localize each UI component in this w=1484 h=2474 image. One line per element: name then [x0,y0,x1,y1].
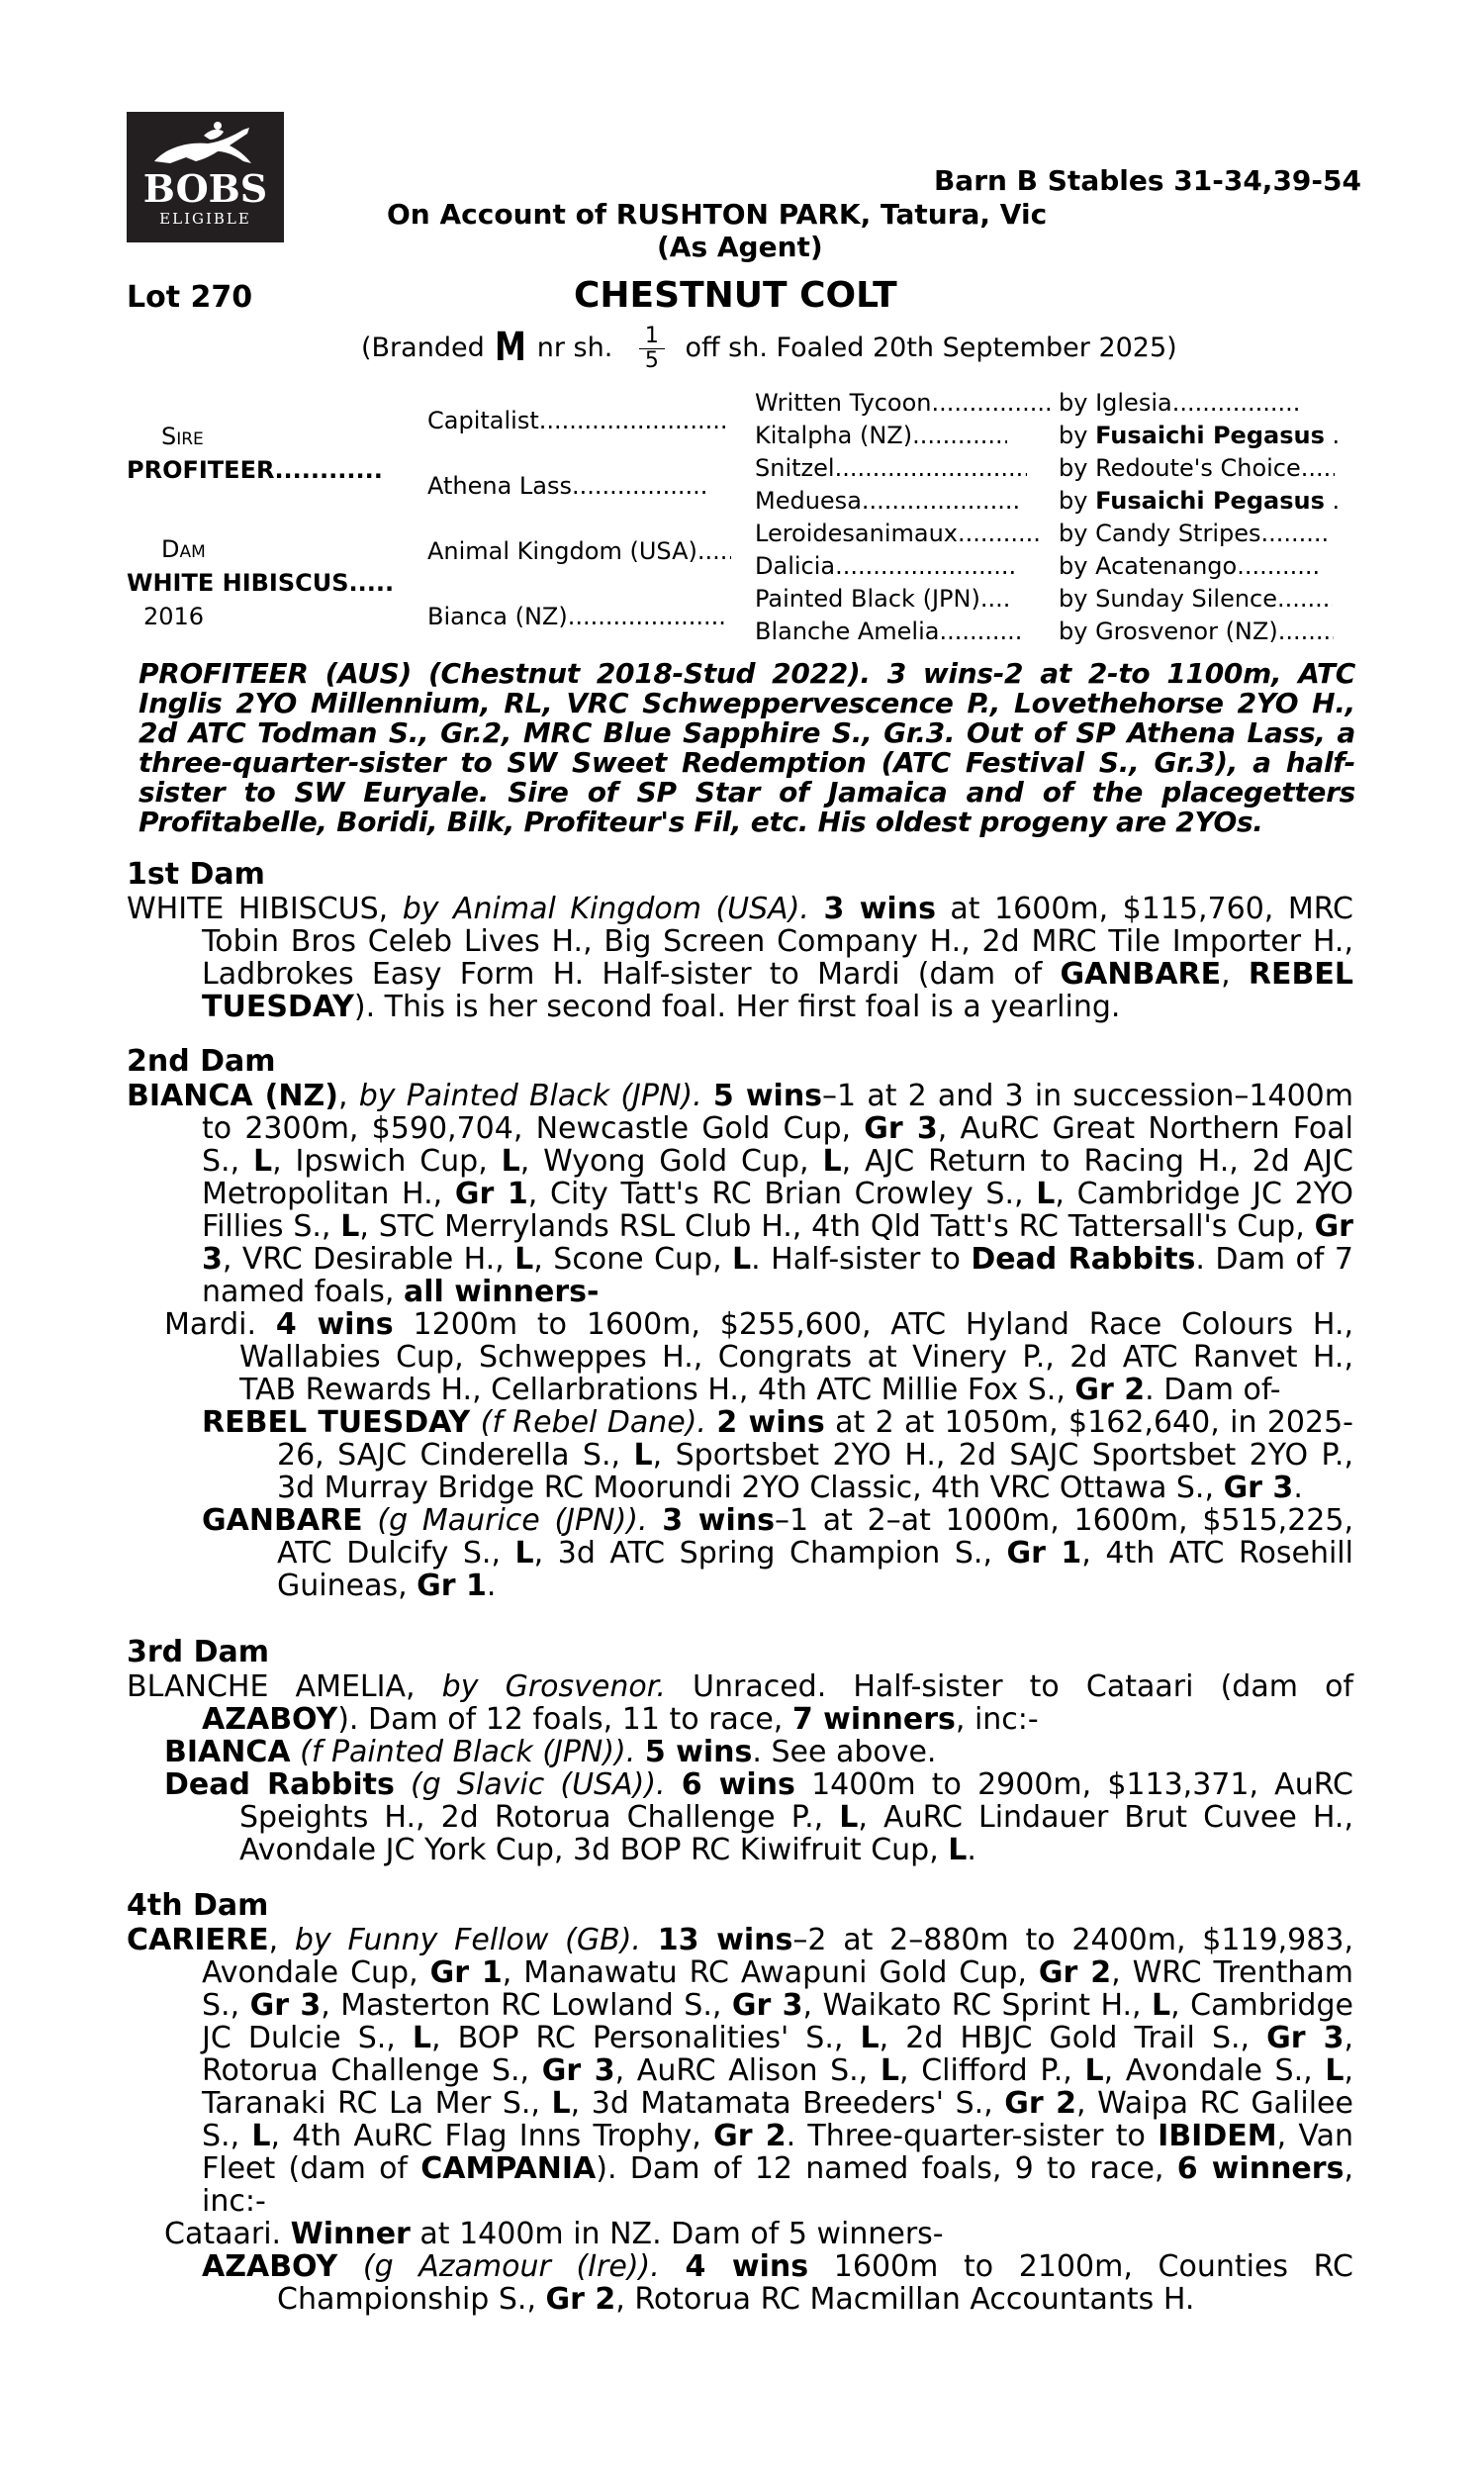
progeny-entry-mardi [127,1308,1353,1406]
dam-foaled-year: 2016 [143,603,205,630]
race-record: , VRC Desirable H., [222,1242,505,1277]
brand-mark: M [495,325,527,370]
leader-dots [539,406,727,435]
race-record: 1600m to 2100m, Counties RC Championship S., [277,2249,1353,2317]
g4-by: by [1059,422,1088,449]
race-record: , Masterton RC Lowland S., [321,1988,722,2023]
group-rating: Gr 3 [249,1988,322,2023]
race-record: , Waikato RC Sprint H., [802,1988,1142,2023]
pedigree-g2 [427,602,726,631]
leader-dots [1237,551,1320,581]
brand-nr-sh: nr sh. [536,333,613,363]
race-record: at 1400m in NZ. Dam of 5 winners- [419,2217,944,2251]
pedigree-g4 [1059,453,1335,483]
race-record: , Waipa RC Galilee S., [202,2086,1353,2153]
group-rating: Gr 3 [864,1111,938,1146]
race-record: , AuRC Alison S., [614,2053,869,2088]
g4-suffix: . [1332,422,1341,449]
progeny-name: Cataari. [164,2217,282,2251]
race-record: , Rotorua RC Macmillan Accountants H. [615,2282,1195,2317]
pedigree-g4 [1059,551,1320,581]
brand-fraction [639,325,665,373]
g4-name: Iglesia [1095,389,1172,417]
lot-number: Lot 270 [127,280,253,315]
separator: , [1221,957,1231,992]
g2-name: Bianca (NZ) [427,603,568,630]
listed-rating: L [340,1209,360,1244]
race-record: . Three-quarter-sister to [786,2119,1146,2153]
dam-name: WHITE HIBISCUS, [127,892,389,926]
pedigree-g3 [755,519,1039,548]
stakes-winner-name: IBIDEM [1158,2119,1277,2153]
g3-name: Kitalpha (NZ) [755,422,913,449]
winners-count: 7 winners [791,1702,956,1737]
progeny-entry-rebel-tuesday [127,1406,1353,1504]
pedigree-g3 [755,551,1015,581]
pedigree-g4 [1059,519,1327,548]
sire-summary: PROFITEER (AUS) (Chestnut 2018-Stud 2022). 3 wins-2 at 2-to 1100m, ATC Inglis 2YO Millennium, RL, VRC Schweppervescence P., Lovethehorse 2YO H., 2d ATC Todman S., Gr.2, MRC Blue Sapphire S., Gr.3. Out of SP Athena Lass, a three-quarter-sister to SW Sweet Redemption (ATC Festival S., Gr.3), a half-sister to SW Euryale. Sire of SP Star of Jamaica and of the placegetters Profitabelle, Boridi, Bilk, Profiteur's Fil, etc. His oldest progeny are 2YOs. [139,657,1355,838]
wins-count: 6 wins [681,1767,795,1802]
listed-rating: L [948,1833,968,1867]
pedigree-g4 [1059,584,1333,614]
leader-dots [932,388,1051,418]
wins-count: 5 wins [644,1735,753,1769]
leader-dots [862,486,1018,516]
race-record: , Wyong Gold Cup, [519,1144,809,1179]
progeny-name: GANBARE [202,1503,363,1538]
first-dam-heading: 1st Dam [127,857,265,892]
leader-dots [572,471,710,501]
stakes-winner-name: REBEL TUESDAY [202,957,1353,1024]
race-record: 1200m to 1600m, $255,600, ATC Hyland Race Colours H., Wallabies Cup, Schweppes H., Congrats at Vinery P., 2d ATC Ranvet H., TAB Rewards H., Cellarbrations H., 4th ATC Millie Fox S., [239,1307,1354,1407]
fraction-numerator: 1 [639,325,665,349]
race-record: , Ipswich Cup, [272,1144,488,1179]
listed-rating: L [551,2086,571,2121]
listed-rating: L [252,1144,273,1179]
vendor-agent: (As Agent) [657,231,823,263]
pedigree-g2 [427,406,727,435]
progeny-entry-ganbare [127,1504,1353,1602]
stakes-winner-name: GANBARE [1060,957,1222,992]
third-dam-section [127,1670,1353,1866]
logo-word-eligible: ELIGIBLE [159,210,251,228]
race-record: , Taranaki RC La Mer S., [202,2053,1353,2121]
race-record: , 4th AuRC Flag Inns Trophy, [270,2119,701,2153]
race-record: , Cambridge JC 2YO Fillies S., [202,1177,1354,1244]
leader-dots [1261,519,1327,548]
race-record: at 2 at 1050m, $162,640, in 2025-26, SAJC Cinderella S., [277,1405,1353,1473]
leader-dots [835,551,1015,581]
race-record: . Half-sister to [751,1242,961,1277]
brand-open: (Branded [361,333,485,363]
leader-dots [980,584,1012,614]
first-dam-section [127,893,1353,1023]
group-rating: Gr 1 [429,1955,503,1990]
g4-by: by [1059,454,1088,482]
listed-rating: L [839,1800,859,1835]
listed-rating: L [732,1242,752,1277]
fourth-dam-section [127,1924,1353,2316]
leader-dots [274,455,385,485]
race-record: at 1600m, $115,760, MRC Tobin Bros Celeb Lives H., Big Screen Company H., 2d MRC Tile Importer H., Ladbrokes Easy Form H. Half-sister to Mardi (dam of [202,892,1354,992]
horse-and-jockey-icon [127,112,284,171]
race-record: , Avondale S., [1103,2053,1313,2088]
dam-sire: by Painted Black (JPN). [358,1079,702,1113]
group-rating: Gr 1 [417,1569,487,1603]
listed-rating: L [514,1242,534,1277]
second-dam-entry [127,1080,1353,1308]
g4-name: Candy Stripes [1095,520,1261,547]
pedigree-g4 [1059,388,1299,418]
third-dam-heading: 3rd Dam [127,1635,269,1669]
g2-name: Animal Kingdom (USA) [427,537,697,565]
race-record: , AuRC Lindauer Brut Cuvee H., Avondale JC York Cup, 3d BOP RC Kiwifruit Cup, [239,1800,1353,1867]
wins-count: Winner [290,2217,411,2251]
listed-rating: L [633,1438,653,1473]
wins-count: 2 wins [716,1405,825,1440]
listed-rating: L [822,1144,842,1179]
separator: . [486,1569,497,1603]
leader-dots [1278,617,1334,646]
g4-by: by [1059,585,1088,613]
stakes-winner-name: CAMPANIA [420,2151,597,2186]
race-record: , WRC Trentham S., [202,1955,1353,2023]
bobs-eligible-logo [127,112,284,242]
pedigree-g4 [1059,486,1340,516]
winners-count: 6 winners [1176,2151,1345,2186]
sire-label: Sire [161,423,204,450]
second-dam-heading: 2nd Dam [127,1044,276,1079]
pedigree-g3 [755,453,1027,483]
listed-rating: L [1325,2053,1345,2088]
g4-by: by [1059,552,1088,580]
listed-rating: L [1084,2053,1104,2088]
vendor-account: On Account of RUSHTON PARK, Tatura, Vic [387,198,1048,231]
brand-line [361,325,1177,373]
race-record: 1400m to 2900m, $113,371, AuRC Speights H., 2d Rotorua Challenge P., [239,1767,1354,1835]
g3-name: Painted Black (JPN) [755,585,980,613]
race-record: –2 at 2–880m to 2400m, $119,983, Avondale Cup, [202,1923,1353,1990]
race-record: , Scone Cup, [533,1242,722,1277]
pedigree-g2 [427,471,710,501]
winners-count: all winners- [404,1275,600,1309]
fraction-denominator: 5 [644,348,659,373]
dam-label: Dam [161,535,206,563]
barn-location: Barn B Stables 31-34,39-54 [933,164,1361,197]
wins-count: 13 wins [657,1923,793,1957]
dam-sire: by Grosvenor. [441,1669,666,1704]
race-record: , 3d ATC Spring Champion S., [533,1536,992,1570]
wins-count: 4 wins [685,2249,809,2284]
listed-rating: L [412,2021,432,2055]
g4-name: Fusaichi Pegasus [1095,422,1325,449]
race-record: –1 at 2–at 1000m, 1600m, $515,225, ATC Dulcify S., [277,1503,1353,1570]
progeny-name: BIANCA [164,1735,291,1769]
fourth-dam-entry [127,1924,1353,2218]
separator: , [268,1923,279,1957]
g3-name: Dalicia [755,552,836,580]
g4-name: Acatenango [1095,552,1238,580]
g2-name: Capitalist [427,407,539,434]
stakes-winner-name: AZABOY [202,1702,338,1737]
g4-suffix: . [1332,487,1341,515]
leader-dots [835,453,1027,483]
g4-name: Grosvenor (NZ) [1095,618,1278,645]
g4-by: by [1059,389,1088,417]
g4-by: by [1059,487,1088,515]
second-dam-section [127,1080,1353,1602]
progeny-sire: (g Azamour (Ire)). [362,2249,660,2284]
dam-sire: by Animal Kingdom (USA). [402,892,809,926]
group-rating: Gr 1 [1006,1536,1082,1570]
progeny-entry-dead-rabbits [127,1768,1353,1866]
leader-dots [1277,584,1333,614]
pedigree-g2 [427,536,731,566]
separator: . [1293,1471,1303,1505]
progeny-sire: (f Rebel Dane). [480,1405,706,1440]
race-record: . See above. [752,1735,937,1769]
foal-notes: ). This is her second foal. Her first foal is a yearling. [353,990,1121,1024]
wins-count: 5 wins [712,1079,823,1113]
dam-name: CARIERE [127,1923,269,1957]
progeny-entry-bianca [127,1736,1353,1768]
group-rating: Gr 2 [1074,1373,1146,1407]
race-record: Unraced. Half-sister to Cataari (dam of [693,1669,1353,1704]
listed-rating: L [860,2021,880,2055]
race-record: , STC Merrylands RSL Club H., 4th Qld Tatt's RC Tattersall's Cup, [359,1209,1305,1244]
wins-count: 4 wins [275,1307,394,1342]
horse-description: CHESTNUT COLT [574,275,897,316]
logo-word-bobs: BOBS [142,166,268,211]
separator: , inc:- [202,2151,1353,2219]
sire-name-text: PROFITEER [127,456,275,484]
progeny-name: Mardi. [164,1307,256,1342]
leader-dots [912,421,1007,450]
dam-sire: by Funny Fellow (GB). [294,1923,641,1957]
leader-dots [939,617,1024,646]
progeny-sire: (g Maurice (JPN)). [377,1503,648,1538]
dam-name: BLANCHE AMELIA, [127,1669,416,1704]
pedigree-g3 [755,584,1012,614]
group-rating: Gr 1 [454,1177,528,1211]
race-record: –1 at 2 and 3 in succession–1400m to 2300m, $590,704, Newcastle Gold Cup, [202,1079,1353,1146]
listed-rating: L [1036,1177,1056,1211]
progeny-name: Dead Rabbits [164,1767,395,1802]
listed-rating: L [880,2053,900,2088]
g3-name: Blanche Amelia [755,618,940,645]
produce-record: . Dam of 7 named foals, [202,1242,1353,1309]
dam-name [127,568,393,598]
listed-rating: L [514,1536,534,1570]
fourth-dam-heading: 4th Dam [127,1888,269,1923]
race-record: , Rotorua Challenge S., [202,2021,1353,2088]
pedigree-g4 [1059,421,1340,450]
separator: , inc:- [955,1702,1039,1737]
progeny-name: AZABOY [202,2249,338,2284]
dam-name-text: WHITE HIBISCUS [127,569,349,597]
race-record: , Cambridge JC Dulcie S., [202,1988,1353,2055]
pedigree-g3 [755,388,1051,418]
g4-by: by [1059,618,1088,645]
produce-record: . Dam of- [1145,1373,1281,1407]
group-rating: Gr 3 [541,2053,615,2088]
g3-name: Leroidesanimaux [755,520,958,547]
pedigree-g3 [755,486,1018,516]
listed-rating: L [1152,1988,1171,2023]
produce-record: ). Dam of 12 named foals, 9 to race, [596,2151,1164,2186]
group-rating: Gr 2 [713,2119,787,2153]
g4-name: Sunday Silence [1095,585,1278,613]
pedigree-g4 [1059,617,1334,646]
g3-name: Snitzel [755,454,835,482]
leader-dots [349,568,393,598]
group-rating: Gr 3 [1266,2021,1345,2055]
leader-dots [1301,453,1335,483]
race-record: , 2d HBJC Gold Trail S., [879,2021,1251,2055]
leader-dots [568,602,726,631]
race-record: , Clifford P., [899,2053,1072,2088]
pedigree-g3 [755,421,1007,450]
group-rating: Gr 2 [1004,2086,1077,2121]
g3-name: Written Tycoon [755,389,932,417]
group-rating: Gr 2 [545,2282,616,2317]
race-record: , AJC Return to Racing H., 2d AJC Metropolitan H., [202,1144,1353,1211]
first-dam-entry [127,893,1353,1023]
leader-dots [958,519,1039,548]
wins-count: 3 wins [662,1503,775,1538]
progeny-entry-azaboy [127,2250,1353,2316]
g4-by: by [1059,520,1088,547]
race-record: , Sportsbet 2YO H., 2d SAJC Sportsbet 2YO P., 3d Murray Bridge RC Moorundi 2YO Classic, 4th VRC Ottawa S., [277,1438,1353,1505]
separator: . [967,1833,976,1867]
progeny-name: REBEL TUESDAY [202,1405,471,1440]
listed-rating: L [501,1144,520,1179]
produce-record: ). Dam of 12 foals, 11 to race, [337,1702,784,1737]
brand-foaled: off sh. Foaled 20th September 2025) [685,333,1177,363]
g3-name: Meduesa [755,487,862,515]
g2-name: Athena Lass [427,472,573,500]
dam-name: BIANCA (NZ) [127,1079,338,1113]
leader-dots [697,536,731,566]
race-record: , AuRC Great Northern Foal S., [202,1111,1353,1179]
g4-name: Redoute's Choice [1095,454,1301,482]
progeny-sire: (f Painted Black (JPN)). [300,1735,636,1769]
race-record: , Van Fleet (dam of [202,2119,1353,2186]
group-rating: Gr 3 [731,1988,803,2023]
progeny-sire: (g Slavic (USA)). [410,1767,666,1802]
stakes-winner-name: Dead Rabbits [971,1242,1196,1277]
third-dam-entry [127,1670,1353,1736]
g4-name: Fusaichi Pegasus [1095,487,1325,515]
group-rating: Gr 2 [1038,1955,1112,1990]
race-record: , 4th ATC Rosehill Guineas, [277,1536,1353,1603]
race-record: , City Tatt's RC Brian Crowley S., [527,1177,1024,1211]
group-rating: Gr 3 [1223,1471,1294,1505]
pedigree-g3 [755,617,1024,646]
separator: , [337,1079,348,1113]
race-record: , Manawatu RC Awapuni Gold Cup, [502,1955,1027,1990]
progeny-entry-cataari [127,2218,1353,2250]
race-record: , BOP RC Personalities' S., [431,2021,844,2055]
sire-name [127,455,385,485]
listed-rating: L [251,2119,271,2153]
group-rating: Gr 3 [202,1209,1353,1277]
wins-count: 3 wins [823,892,936,926]
leader-dots [1172,388,1299,418]
race-record: , 3d Matamata Breeders' S., [570,2086,993,2121]
